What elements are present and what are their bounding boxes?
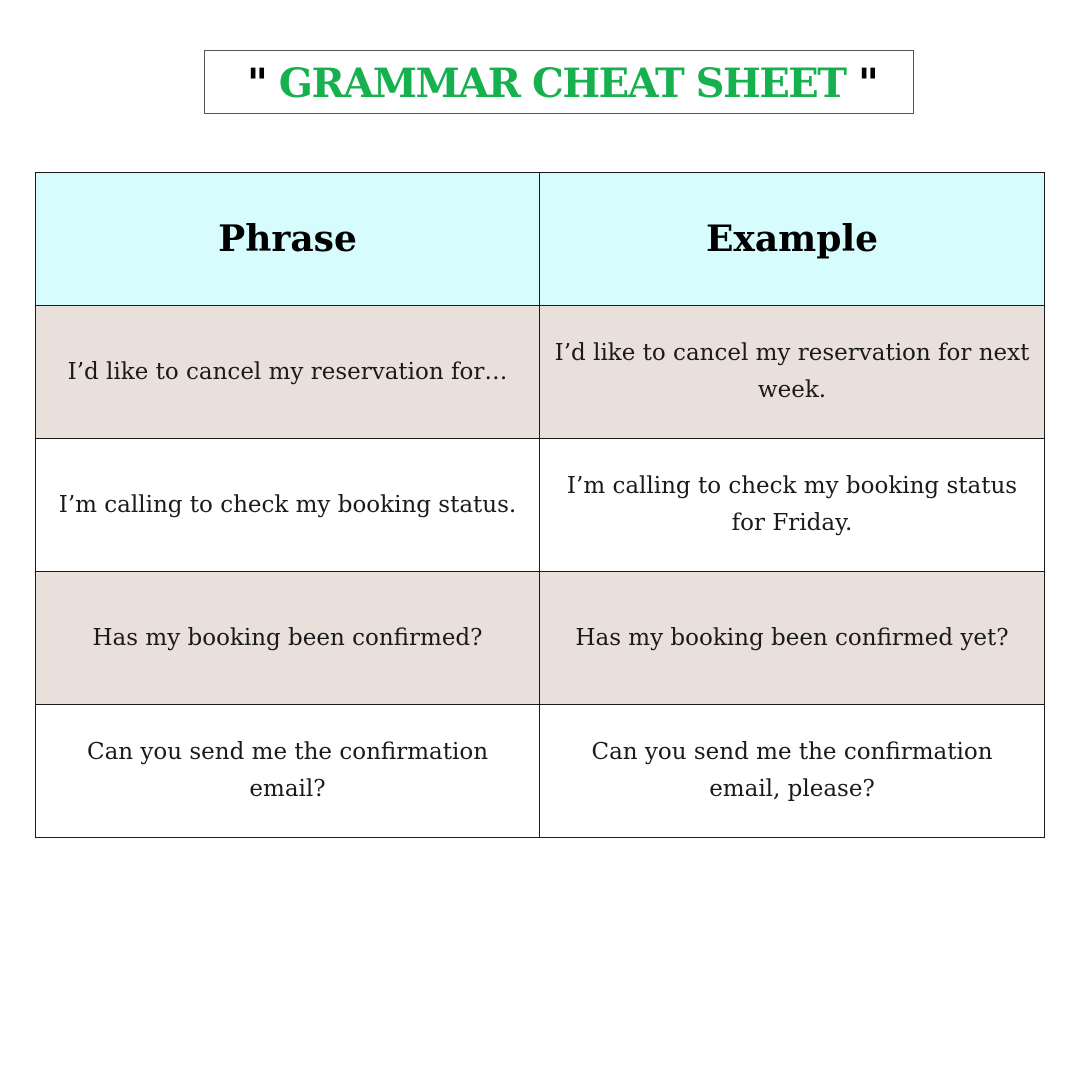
- title-close-quote: ": [858, 60, 878, 107]
- phrase-cell: Can you send me the confirmation email?: [36, 705, 540, 838]
- example-cell: Has my booking been confirmed yet?: [540, 572, 1045, 705]
- phrase-cell: I’m calling to check my booking status.: [36, 439, 540, 572]
- title-open-quote: ": [247, 60, 267, 107]
- column-header-phrase: Phrase: [36, 173, 540, 306]
- example-cell: I’m calling to check my booking status for Friday.: [540, 439, 1045, 572]
- column-header-example: Example: [540, 173, 1045, 306]
- title-box: [204, 50, 914, 114]
- page-title: [247, 59, 877, 109]
- table-row: [36, 572, 1045, 705]
- example-cell: Can you send me the confirmation email, please?: [540, 705, 1045, 838]
- cheat-sheet-table: [35, 172, 1045, 838]
- phrase-cell: Has my booking been confirmed?: [36, 572, 540, 705]
- table-row: [36, 439, 1045, 572]
- table-row: [36, 306, 1045, 439]
- table-row: [36, 705, 1045, 838]
- header-row: [36, 173, 1045, 306]
- phrase-cell: I’d like to cancel my reservation for…: [36, 306, 540, 439]
- title-text: GRAMMAR CHEAT SHEET: [278, 60, 846, 107]
- example-cell: I’d like to cancel my reservation for next week.: [540, 306, 1045, 439]
